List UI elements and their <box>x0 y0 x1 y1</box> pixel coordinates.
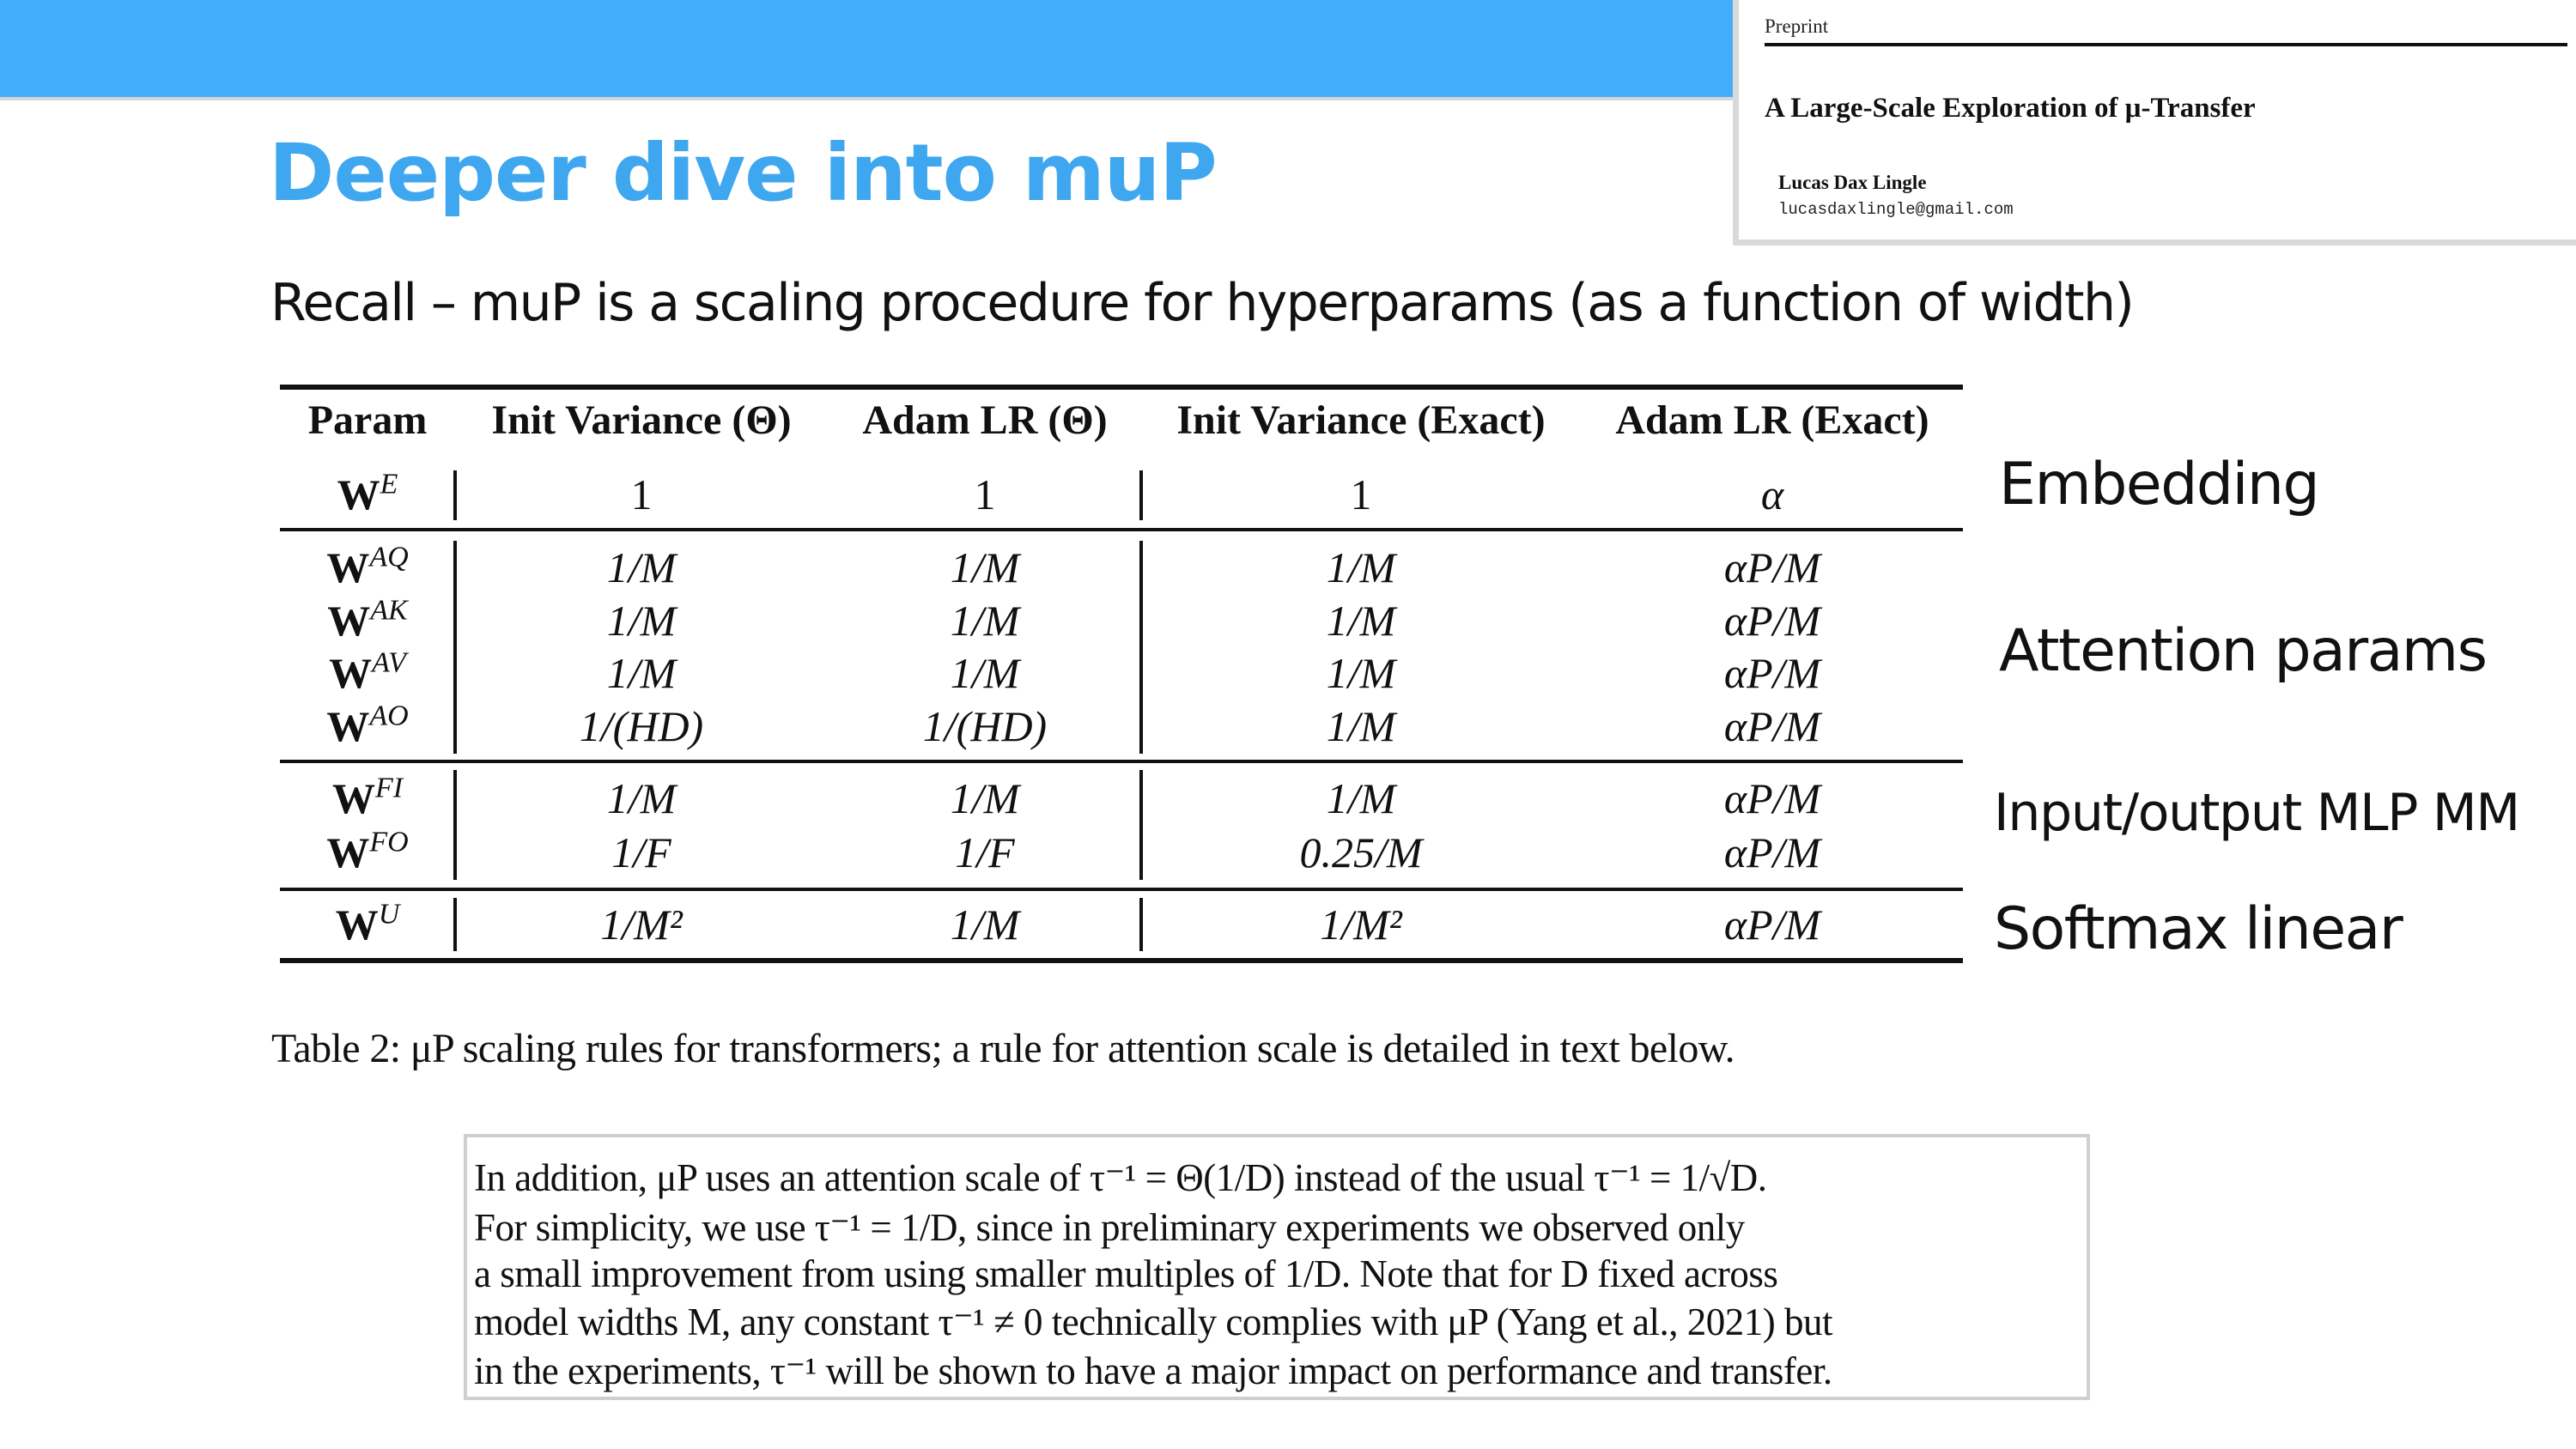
excerpt-line: in the experiments, τ⁻¹ will be shown to have a major impact on performance and transfer. <box>474 1349 1832 1392</box>
paper-author: Lucas Dax Lingle <box>1778 172 1927 193</box>
cell-lr-exact: αP/M <box>1723 597 1821 645</box>
cell-lr-theta: 1/F <box>955 828 1015 876</box>
cell-init-exact: 0.25/M <box>1299 828 1423 876</box>
cell-init-theta: 1/M <box>606 597 677 645</box>
col-header-param: Param <box>307 397 428 443</box>
cell-lr-theta: 1/M <box>950 774 1020 822</box>
col-header-adam-lr-theta: Adam LR (Θ) <box>862 397 1108 443</box>
cell-init-exact: 1/M <box>1326 649 1396 697</box>
col-header-adam-lr-exact: Adam LR (Exact) <box>1615 397 1929 443</box>
cell-lr-theta: 1/M <box>950 900 1020 949</box>
annotation-embedding: Embedding <box>1999 451 2319 518</box>
cell-init-theta: 1/F <box>611 828 671 876</box>
cell-lr-exact: αP/M <box>1723 828 1821 876</box>
table-row-param: $W^{FI}$ <box>331 772 404 822</box>
cell-lr-theta: 1 <box>974 470 996 518</box>
cell-lr-theta: 1/(HD) <box>922 702 1048 750</box>
col-header-init-variance-exact: Init Variance (Exact) <box>1176 397 1546 443</box>
table-row-param: $W^U$ <box>335 898 400 949</box>
cell-init-exact: 1/M <box>1326 543 1396 591</box>
cell-lr-exact: αP/M <box>1723 649 1821 697</box>
cell-init-exact: 1/M² <box>1320 900 1402 949</box>
cell-lr-exact: αP/M <box>1723 900 1821 949</box>
cell-lr-exact: αP/M <box>1723 774 1821 822</box>
cell-lr-exact: αP/M <box>1723 543 1821 591</box>
cell-init-theta: 1/M <box>606 649 677 697</box>
annotation-attention-params: Attention params <box>1999 617 2487 685</box>
annotation-mlp: Input/output MLP MM <box>1994 783 2519 843</box>
cell-lr-exact: αP/M <box>1723 702 1821 750</box>
slide-title: Deeper dive into muP <box>269 127 1217 219</box>
top-bar-shadow <box>0 97 1733 100</box>
cell-init-exact: 1/M <box>1326 597 1396 645</box>
table-group-rule-1 <box>280 760 1963 763</box>
paper-title: A Large-Scale Exploration of μ-Transfer <box>1765 93 2256 124</box>
paper-excerpt-box <box>464 1134 2090 1400</box>
cell-init-theta: 1/M² <box>600 900 683 949</box>
table-vrule <box>1139 770 1143 880</box>
cell-lr-theta: 1/M <box>950 649 1020 697</box>
paper-header-snippet <box>1733 0 2576 246</box>
paper-email: lucasdaxlingle@gmail.com <box>1778 200 2014 219</box>
table-vrule <box>453 898 457 951</box>
table-vrule <box>1139 541 1143 754</box>
table-header-rule <box>280 528 1963 531</box>
cell-lr-exact: α <box>1760 470 1784 518</box>
table-vrule <box>453 541 457 754</box>
cell-init-theta: 1 <box>630 470 653 518</box>
cell-init-theta: 1/(HD) <box>579 702 704 750</box>
annotation-softmax-linear: Softmax linear <box>1994 895 2403 963</box>
excerpt-line: model widths M, any constant τ⁻¹ ≠ 0 technically complies with μP (Yang et al., 2021) but <box>474 1300 1832 1343</box>
cell-lr-theta: 1/M <box>950 597 1020 645</box>
cell-init-theta: 1/M <box>606 774 677 822</box>
col-header-init-variance-theta: Init Variance (Θ) <box>491 397 792 443</box>
table-row-param: $W^{AV}$ <box>329 646 406 697</box>
preprint-label: Preprint <box>1765 15 1829 37</box>
cell-init-theta: 1/M <box>606 543 677 591</box>
table-row-param: $W^{AK}$ <box>327 594 408 645</box>
cell-init-exact: 1/M <box>1326 702 1396 750</box>
table-vrule <box>1139 470 1143 520</box>
table-vrule <box>453 770 457 880</box>
excerpt-line: a small improvement from using smaller multiples of 1/D. Note that for D fixed across <box>474 1252 1778 1295</box>
cell-lr-theta: 1/M <box>950 543 1020 591</box>
paper-header-rule <box>1765 43 2567 46</box>
table-caption: Table 2: μP scaling rules for transformers; a rule for attention scale is detailed in text below. <box>271 1026 1735 1071</box>
table-row-param: $W^E$ <box>337 468 398 518</box>
table-row-param: $W^{FO}$ <box>326 826 409 876</box>
recall-text: Recall – muP is a scaling procedure for hyperparams (as a function of width) <box>270 273 2134 333</box>
excerpt-line: For simplicity, we use τ⁻¹ = 1/D, since in preliminary experiments we observed only <box>474 1206 1745 1249</box>
top-accent-bar <box>0 0 1733 97</box>
table-row-param: $W^{AQ}$ <box>326 541 409 591</box>
cell-init-exact: 1/M <box>1326 774 1396 822</box>
excerpt-line: In addition, μP uses an attention scale of τ⁻¹ = Θ(1/D) instead of the usual τ⁻¹ = 1/√D. <box>474 1156 1767 1199</box>
table-row-param: $W^{AO}$ <box>326 700 409 750</box>
cell-init-exact: 1 <box>1350 470 1372 518</box>
table-vrule <box>453 470 457 520</box>
table-top-rule <box>280 385 1963 390</box>
table-bottom-rule <box>280 958 1963 963</box>
table-vrule <box>1139 898 1143 951</box>
table-group-rule-2 <box>280 888 1963 891</box>
